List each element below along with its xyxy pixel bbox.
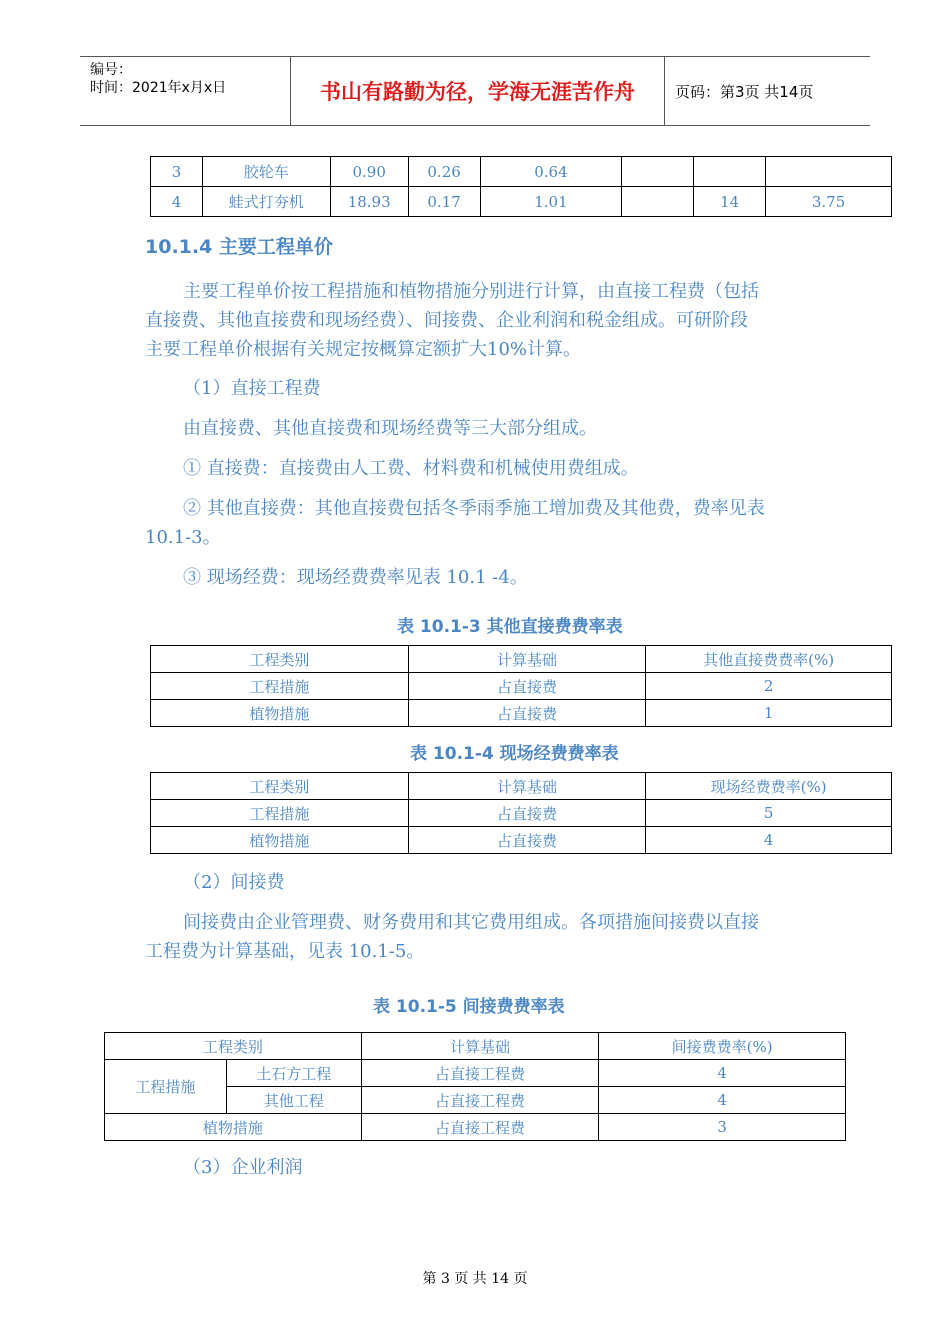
paragraph: 直接费、其他直接费和现场经费）、间接费、企业利润和税金组成。可研阶段 [145, 310, 748, 331]
table-header: 工程类别 [105, 1033, 362, 1060]
table-cell: 占直接费 [408, 700, 646, 727]
site-cost-table [150, 772, 892, 854]
paragraph: 主要工程单价按工程措施和植物措施分别进行计算，由直接工程费（包括 [183, 281, 759, 302]
table-header: 间接费费率(%) [599, 1033, 846, 1060]
paragraph: ③ 现场经费：现场经费费率见表 10.1 -4。 [183, 567, 528, 588]
table-row [151, 827, 892, 854]
paragraph: 间接费由企业管理费、财务费用和其它费用组成。各项措施间接费以直接 [183, 912, 759, 933]
paragraph: ① 直接费：直接费由人工费、材料费和机械使用费组成。 [183, 458, 639, 479]
table-cell: 18.93 [330, 187, 408, 217]
table-cell [766, 157, 892, 187]
page-footer: 第 3 页 共 14 页 [422, 1271, 528, 1287]
table-cell: 3.75 [766, 187, 892, 217]
table-header: 计算基础 [408, 773, 646, 800]
table-header: 计算基础 [408, 646, 646, 673]
header-motto: 书山有路勤为径，学海无涯苦作舟 [291, 57, 665, 125]
table-cell: 0.17 [408, 187, 480, 217]
indirect-cost-table [104, 1032, 846, 1141]
table-cell: 0.64 [480, 157, 622, 187]
table-cell [694, 157, 766, 187]
paragraph: ② 其他直接费：其他直接费包括冬季雨季施工增加费及其他费，费率见表 [183, 498, 765, 519]
paragraph: 主要工程单价根据有关规定按概算定额扩大10%计算。 [145, 339, 582, 360]
table-header: 现场经费费率(%) [646, 773, 892, 800]
table-cell: 占直接费 [408, 800, 646, 827]
machinery-table [150, 156, 892, 217]
table-cell: 2 [646, 673, 892, 700]
table-cell: 4 [599, 1060, 846, 1087]
table-cell: 4 [151, 187, 203, 217]
page-header [80, 56, 870, 126]
table-row [151, 673, 892, 700]
table-cell: 0.90 [330, 157, 408, 187]
table-row [105, 1060, 846, 1087]
table-row [151, 187, 892, 217]
table-cell: 占直接费 [408, 827, 646, 854]
table-cell: 1.01 [480, 187, 622, 217]
table-cell: 工程措施 [151, 800, 409, 827]
table-header: 工程类别 [151, 646, 409, 673]
table-header-row [151, 646, 892, 673]
table-row [151, 157, 892, 187]
table-cell: 蛙式打夯机 [202, 187, 330, 217]
header-meta [80, 57, 291, 125]
table-header-row [105, 1033, 846, 1060]
table-cell: 4 [646, 827, 892, 854]
paragraph: （3）企业利润 [183, 1157, 303, 1178]
table-cell: 4 [599, 1087, 846, 1114]
table-cell: 1 [646, 700, 892, 727]
table-cell: 其他工程 [226, 1087, 361, 1114]
table-cell: 胶轮车 [202, 157, 330, 187]
table-cell: 14 [694, 187, 766, 217]
table-row [151, 800, 892, 827]
table-caption: 表 10.1-3 其他直接费费率表 [397, 617, 623, 637]
table-cell: 3 [151, 157, 203, 187]
table-cell [622, 157, 694, 187]
paragraph: 由直接费、其他直接费和现场经费等三大部分组成。 [183, 418, 597, 439]
table-row [151, 700, 892, 727]
table-cell: 土石方工程 [226, 1060, 361, 1087]
table-header: 其他直接费费率(%) [646, 646, 892, 673]
table-cell: 植物措施 [151, 827, 409, 854]
table-caption: 表 10.1-4 现场经费费率表 [410, 744, 619, 764]
section-title: 10.1.4 主要工程单价 [145, 236, 333, 258]
table-caption: 表 10.1-5 间接费费率表 [373, 997, 565, 1017]
header-page-info: 页码：第3页 共14页 [675, 82, 814, 101]
table-cell: 植物措施 [105, 1114, 362, 1141]
table-cell: 植物措施 [151, 700, 409, 727]
table-cell: 3 [599, 1114, 846, 1141]
paragraph: 10.1-3。 [145, 527, 221, 548]
table-cell: 工程措施 [151, 673, 409, 700]
table-cell: 占直接工程费 [361, 1087, 599, 1114]
time-label: 时间：2021年x月x日 [90, 80, 227, 96]
table-cell: 占直接工程费 [361, 1060, 599, 1087]
table-header-row [151, 773, 892, 800]
table-cell: 5 [646, 800, 892, 827]
number-label: 编号： [90, 62, 132, 78]
table-cell: 占直接费 [408, 673, 646, 700]
table-row [105, 1114, 846, 1141]
table-cell: 0.26 [408, 157, 480, 187]
table-cell: 占直接工程费 [361, 1114, 599, 1141]
table-header: 计算基础 [361, 1033, 599, 1060]
paragraph: 工程费为计算基础，见表 10.1-5。 [145, 941, 425, 962]
paragraph: （1）直接工程费 [183, 378, 321, 399]
table-cell: 工程措施 [105, 1060, 227, 1114]
table-cell [622, 187, 694, 217]
other-direct-cost-table [150, 645, 892, 727]
paragraph: （2）间接费 [183, 872, 285, 893]
table-header: 工程类别 [151, 773, 409, 800]
